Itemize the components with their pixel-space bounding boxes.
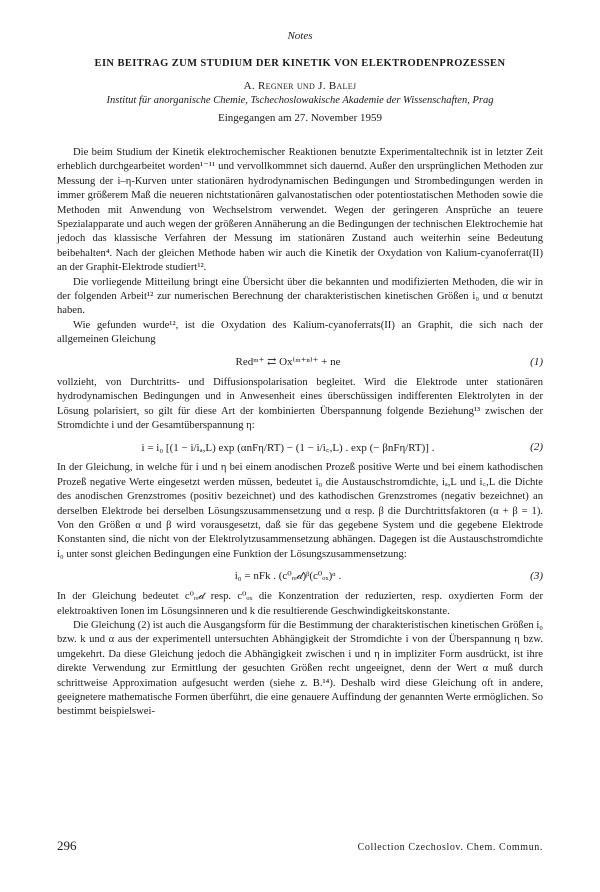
equation-2 bbox=[57, 436, 543, 458]
paragraph-7: Die Gleichung (2) ist auch die Ausgangsform für die Bestimmung der charakteristischen kinetischen Größen i₀ bzw. k und α aus der experimentell untersuchten Abhängigkeit der Stromdichte i von der Überspannung η bzw. umgekehrt. Da diese Gleichung jedoch die Abhängigkeit zwischen i und η in impliziter Form ausdrückt, ist ihre direkte Verwendung zur Ermittlung der gesuchten Größen recht ungeeignet, denn der Wert α muß durch schrittweise Approximation aufgesucht werden (siehe z. B.¹⁴). Deshalb wird diese Gleichung oft in andere, geeignetere mathematische Formen überführt, die eine genauere Auffindung der genannten Werte ermöglichen. So bestimmt beispielswei- bbox=[57, 619, 543, 718]
equation-3-body: i₀ = nFk . (c⁰ᵣₑ𝒹)ᵝ(c⁰ₒₓ)ᵅ . bbox=[234, 570, 342, 583]
paragraph-6: In der Gleichung bedeutet c⁰ᵣₑ𝒹 resp. c⁰ₒₓ die Konzentration der reduzierten, resp. oxydierten Form der elektroaktiven Ionen im Lösungsinneren und k die resultierende Geschwindigkeitskonstante. bbox=[57, 591, 543, 617]
equation-3 bbox=[57, 565, 543, 587]
paragraph-5: In der Gleichung, in welche für i und η bei einem anodischen Prozeß positive Werte und bei einem kathodischen Prozeß negative Werte eingesetzt werden müssen, bedeutet i₀ die Austauschstromdichte, iₐ,L und i꜀,L die Dichte des anodischen Grenzstromes (positiv bezeichnet) und des kathodischen Grenzstromes (negativ bezeichnet) an derselben Elektrode bei derselben Lösungszusammensetzung und α resp. β die Durchtrittsfaktoren (α + β = 1). Von den Größen α und β wird vorausgesetzt, daß sie für das gegebene System und die gegebene Elektrode Konstanten sind, die nicht von der Elektrolytzusammensetzung abhängen. Dagegen ist die Austauschstromdichte i₀ unter sonst gleichen Bedingungen eine Funktion der Lösungszusammensetzung: bbox=[57, 462, 543, 560]
page-number: 296 bbox=[57, 838, 77, 853]
journal-name: Collection Czechoslov. Chem. Commun. bbox=[357, 842, 543, 853]
equation-3-number: (3) bbox=[530, 570, 543, 583]
paragraph-4: vollzieht, von Durchtritts- und Diffusionspolarisation begleitet. Wird die Elektrode unter stationären hydrodynamischen Bedingungen und in Anwesenheit eines überschüssigen indifferenten Elektrolyten in der Lösung polarisiert, so gilt für diese Art der kombinierten Überspannung folgende Beziehung¹³ zwischen der Stromdichte i und der Gesamtüberspannung η: bbox=[57, 376, 543, 431]
article-title: EIN BEITRAG ZUM STUDIUM DER KINETIK VON ELEKTRODENPROZESSEN bbox=[94, 58, 506, 69]
paragraph-1: Die beim Studium der Kinetik elektrochemischer Reaktionen benutzte Experimentaltechnik ist in letzter Zeit erheblich durchgearbeitet worden¹⁻¹¹ und vervollkommnet sich dauernd. Außer den ursprünglichen Methoden zur Messung der i–η-Kurven unter stationären hydrodynamischen Bedingungen und Strombedingungen werden in immer größerem Maß die neueren nichtstationären galvanostatischen oder potentiostatischen Methoden sowie die Methoden mit Anwendung von Wechselstrom verwendet. Wegen der geringeren Ansprüche an teuere Spezialapparate und auch wegen der größeren Annäherung an die Bedingungen der technischen Elektrochemie hat jedoch das klassische Verfahren der Messung im stationären Zustand auch weiterhin seine Bedeutung beibehalten⁴. Nach der gleichen Methode haben wir auch die Kinetik der Oxydation von Kalium-cyanoferrat(II) an der Graphit-Elektrode studiert¹². bbox=[57, 147, 543, 274]
affiliation: Institut für anorganische Chemie, Tschechoslowakische Akademie der Wissenschaften, Prag bbox=[106, 95, 494, 106]
paragraph-2: Die vorliegende Mitteilung bringt eine Übersicht über die bekannten und modifizierten Methoden, die wir in der folgenden Arbeit¹² zur numerischen Berechnung der charakteristischen kinetischen Größen i₀ und α benutzt haben. bbox=[57, 276, 543, 317]
page-footer bbox=[57, 838, 543, 854]
running-head: Notes bbox=[287, 30, 313, 42]
equation-2-number: (2) bbox=[530, 441, 543, 454]
received-date: Eingegangen am 27. November 1959 bbox=[217, 112, 383, 124]
equation-2-body: i = i₀ [(1 − i/iₐ,L) exp (αnFη/RT) − (1 − i/i꜀,L) . exp (− βnFη/RT)] . bbox=[141, 441, 435, 454]
paragraph-3: Wie gefunden wurde¹², ist die Oxydation des Kalium-cyanoferrats(II) an Graphit, die sich nach der allgemeinen Gleichung bbox=[57, 319, 543, 346]
equation-1-number: (1) bbox=[530, 355, 543, 368]
page-content bbox=[57, 30, 543, 720]
equation-1-body: Redᵐ⁺ ⇄ Ox⁽ᵐ⁺ⁿ⁾⁺ + ne bbox=[235, 356, 341, 369]
equation-1 bbox=[57, 351, 543, 373]
author-line: A. Regner und J. Balej bbox=[243, 80, 357, 92]
